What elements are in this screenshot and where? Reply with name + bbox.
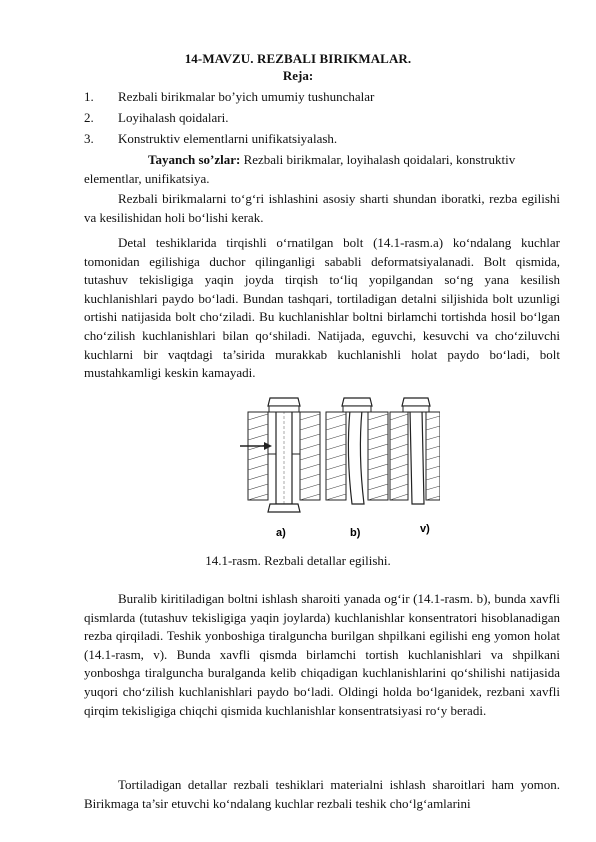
list-number: 1. (84, 89, 94, 104)
figure-a (240, 398, 320, 512)
nut-v (402, 398, 430, 406)
list-item (84, 86, 564, 107)
plan-list (84, 86, 564, 149)
list-text: Konstruktiv elementlarni unifikatsiyalash. (118, 131, 338, 146)
paragraph: Buralib kiritiladigan boltni ishlash sharoiti yanada og‘ir (14.1-rasm. b), bunda xavfli qismlarda (tutashuv tekisligiga yaqin joylarda) kuchlanishlar konsentratori hisoblanadigan rezba qirqiladi. Teshik yonboshiga tiralguncha burilgan shpilkani egilishi eng yomon holat (14.1-rasm, v). Bunda xavfli qismda birlamchi tortish kuchlanishlari va shpilkani yonboshga tiralguncha buralganda kelib chiqadigan kuchlanishlarini qo‘shilishi natijasida yuqori cho‘zilish kuchlanishlari paydo bo‘ladi. Oldingi holda bo‘lganidek, rezbani xavfli qirqim tekisligiga chiqchi qismida kuchlanishlar konsentratsiyasi ro‘y beradi. (84, 591, 560, 718)
figure-label: b) (350, 527, 361, 539)
paragraph: Rezbali birikmalarni to‘g‘ri ishlashini asosiy sharti shundan iboratki, rezba egilishi va kesilishidan holi bo‘lishi kerak. (84, 191, 560, 225)
figure-label: v) (420, 523, 430, 535)
bolt-head-b (342, 398, 372, 406)
bolt-head-a (268, 504, 300, 512)
paragraph: Detal teshiklarida tirqishli o‘rnatilgan bolt (14.1-rasm.a) ko‘ndalang kuchlar tomonidan egilishiga duchor qilinganligi sababli deformatsiyalanadi. Bolt qismida, tutashuv tekisligiga yaqin joyda tirqish to‘liq yopilgandan so‘ng yana kesilish kuchlanishlari paydo bo‘ladi. Bundan tashqari, tortiladigan detalni siljishida bolt uzunligi ortishi natijasida bolt cho‘ziladi. Bu kuchlanishlar boltni birlamchi tortishda hosil bo‘lgan cho‘zilish kuchlanishlari bilan qo‘shiladi. Natijada, eguvchi, kesuvchi va cho‘ziluvchi kuchlarni bir vaqtdagi ta’sirida murakkab kuchlanishli holat paydo bo‘ladi, bolt mustahkamligi keskin kamayadi. (84, 235, 560, 381)
nut-a (268, 398, 300, 406)
stud-shank-v (410, 410, 424, 504)
list-text: Loyihalash qoidalari. (118, 110, 229, 125)
page-title: 14-MAVZU. REZBALI BIRIKMALAR. (184, 51, 412, 66)
bolt-shank-b (348, 410, 364, 504)
list-text: Rezbali birikmalar bo’yich umumiy tushunchalar (118, 89, 375, 104)
keywords-label: Tayanch so’zlar: (148, 152, 241, 167)
list-item (84, 107, 564, 128)
paragraph: Tortiladigan detallar rezbali teshiklari materialni ishlash sharoitlari ham yomon. Birikmaga ta’sir etuvchi ko‘ndalang kuchlar rezbali teshik cho‘lg‘amlarini (84, 777, 560, 811)
plan-heading: Reja: (282, 68, 314, 83)
figure-label: a) (276, 527, 286, 539)
figure-v (390, 398, 440, 504)
list-number: 3. (84, 131, 94, 146)
bolt-bending-figure (240, 384, 440, 544)
list-item (84, 128, 564, 149)
list-number: 2. (84, 110, 94, 125)
figure-b (326, 398, 388, 504)
figure-caption: 14.1-rasm. Rezbali detallar egilishi. (205, 553, 391, 568)
keywords-text: Rezbali birikmalar, loyihalash qoidalari, konstruktiv elementlar, unifikatsiya. (84, 152, 516, 186)
keywords-block (84, 150, 560, 188)
